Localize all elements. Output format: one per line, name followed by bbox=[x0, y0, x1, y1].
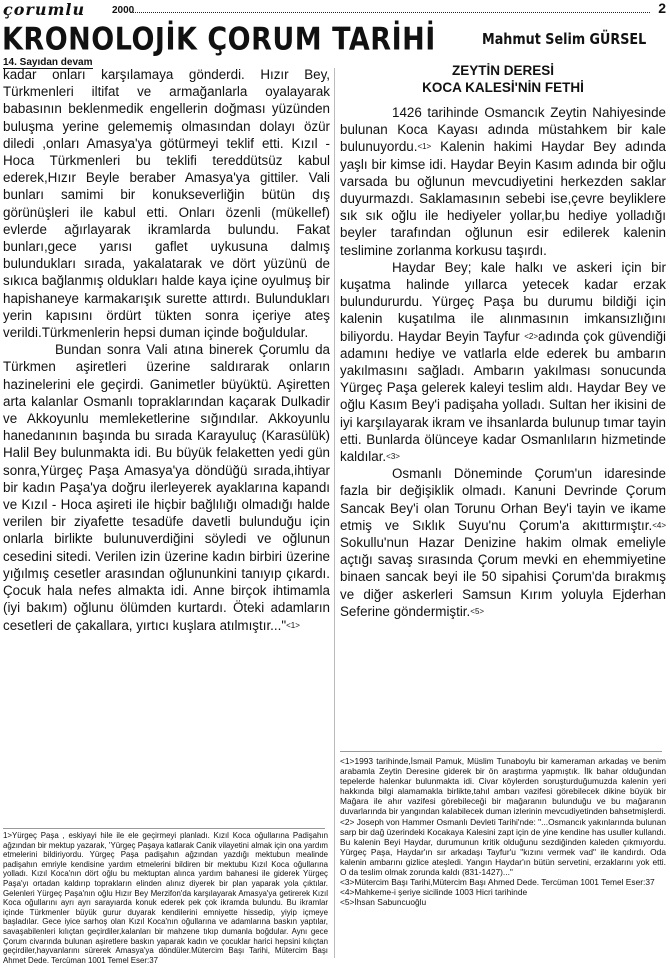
column-divider bbox=[334, 68, 335, 958]
right-column bbox=[340, 104, 666, 620]
footnote-ref: <2> bbox=[524, 331, 538, 341]
page-number: 2 bbox=[658, 0, 666, 16]
paragraph bbox=[340, 259, 666, 465]
footnote-ref: <1> bbox=[417, 142, 432, 152]
section-title-line: KOCA KALESİ'NİN FETHİ bbox=[422, 80, 584, 95]
paragraph-text: Sokullu'nun Hazar Denizine hakim olmak emeliyle açtığı savaş sırasında Çorum mevki en ehemmiyetine binaen sancak beyi ile 50 sipahisi Çorum'da bırakmış ve diğer askerleri Samsun Kırım yoluyla Ejderhan Seferine göndermiştir. bbox=[340, 535, 666, 619]
paragraph bbox=[340, 465, 666, 620]
paragraph-text: adında çok güvendiği adamını hediye ve vatlarla elde ederek bu ambarın yakılmasını sağladı. Ambarın yakılması sonucunda Yürgeç Paşa gelerek kaleyi teslim aldı. Haydar Bey ve oğlu Kasım Bey'i padişaha yolladı. Sultan her ikisini de iyi karşılayarak ikram ve ihsanlarda bulunup tımar tayin etti. Bunlarda ölünceye kadar Osmanlıların hizmetinde kaldılar. bbox=[340, 328, 666, 465]
footnote-ref: <4> bbox=[652, 520, 666, 530]
paragraph-text: Kalenin hakimi Haydar Bey adında yaşlı bir kimse idi. Haydar Beyin Kasım adında bir oğlu varsada bu oğlunun mevcudiyetini herkezden saklar duyurmazdı. Saklamasının sebebi ise,çevre beyliklere sık sık oğlu ile hediyeler yollar,bu hediye yolladığı beyler tarafından oğlunun esir edilerek kalenin teslimine zorlanma korkusu taşırdı. bbox=[340, 139, 666, 258]
paragraph bbox=[340, 104, 666, 259]
header-rule bbox=[130, 12, 650, 13]
footnote-block bbox=[3, 831, 328, 965]
footnote-rule bbox=[3, 828, 325, 829]
paragraph bbox=[3, 341, 330, 633]
footnote: 1>Yürgeç Paşa , eskiyayi hile ile ele geçirmeyi planladı. Kızıl Koca oğullarına Padişahın ağzından bir mektup yazarak, 'Yürgeç Paşaya katlarak Canik vilayetini almak için ona yardım etmelerini bildiriyordu. Yürgeç Paşa padişahın ağzından yazdığı mektubun mealinde padişahın emriyle kendisine yardım etmelerini bildiren bir mektubu Kızıl Koca oğullarına yolladı. Kızıl Koca'nın dört oğlu bu mektuptan alınca yardım bahanesi ile giderek Yürgeç Paşa'yı ortadan kaldırıp toprakların elinden alınız diyerek bir plan yaparak yola çıktılar. Gelenleri Yürgeç Paşa'nın oğlu Hızır Bey Merzifon'da karşılayarak Amasya'ya getirerek Kızıl Koca oğullarını ayrı ayrı sarayıarda konuk ederek pek çok ikramda bulundu. Bu ikramlar içinde Türkmenler büyük gurur duyarak kendilerini emniyette hissedip, yiyip içmeye başladılar. Gece iyice sarhoş olan Kızıl Koca'nın oğullarına ve adamlarına baskın yaptılar, savaşabilenleri kılıçtan geçirdiler,kalanları bir mahzene tıkıp dumanla boğdular. Aynı gece Çorum civarında bulunan aşiretlere baskın yaparak kadın ve çocuklar harici hepsini kılıçtan geçirdiler,hayvanlarını sürerek Amasya'ya döndüler.Mütercim Başı Tarihi, Mütercim Başı Ahmet Dede. Tercüman 1001 Temel Eser:37 bbox=[3, 831, 328, 965]
footnote-rule bbox=[340, 751, 662, 752]
footnote-block bbox=[340, 756, 666, 907]
section-title-line: ZEYTİN DERESİ bbox=[451, 63, 554, 78]
footnote-ref: <3> bbox=[386, 452, 400, 462]
footnote: <5>İhsan Sabuncuoğlu bbox=[340, 897, 427, 908]
header-year: 2000 bbox=[112, 5, 135, 16]
left-column bbox=[3, 66, 330, 634]
footnote: <3>Mütercim Başı Tarihi,Mütercim Başı Ahmed Dede. Tercüman 1001 Temel Eser:37 bbox=[340, 877, 655, 888]
footnote: <2> Joseph von Hammer Osmanlı Devleti Tarihi'nde: "...Osmancık yakınlarında bulunan sarp bir dağ üzerindeki Kocakaya Kalesini zapt için de yine kendine has usuller kullandı. Bu kalenin Beyi Haydar, durumunun kritik olduğunu sezdiğinden kaleden çıkmıyordu. Yürgeç Paşa, Haydar'ın sır arkadaşı Tayfur'u "kızını vermek vad" ile kandırdı. Oda kalenin ambarını gizlice ateşledi. Yangın Haydar'ın bütün servetini, erzaklarını yok etti. O da teslim olmak zorunda kaldı (831-1427)..." bbox=[340, 816, 666, 878]
footnote: <4>Mahkeme-i şeriye sicilinde 1003 Hicri tarihinde bbox=[340, 887, 528, 898]
footnote-ref: <5> bbox=[470, 606, 485, 616]
author-name: Mahmut Selim GÜRSEL bbox=[482, 30, 647, 48]
paragraph-text: 1426 tarihinde Osmancık Zeytin Nahiyesinde bulunan Koca Kayası adında müstahkem bir kale bulunuyordu. bbox=[340, 105, 666, 155]
paragraph-text: Haydar Bey; kale halkı ve askeri için bir kuşatma halinde yıllarca yetecek kadar erzak bulundururdu. Yürgeç Paşa bu durumu bildiği için kalenin kuşatılma ile alınmasının imkansızlığını biliyordu. Haydar Beyin Tayfur bbox=[340, 259, 666, 344]
magazine-logo: çorumlu bbox=[3, 0, 86, 19]
paragraph: kadar onları karşılamaya gönderdi. Hızır Bey, Türkmenleri iltifat ve armağanlarla oyalayarak babasının beklenmedik engellerin doğması yüzünden buluşma yerine gelememiş olmasından dolayı özür diledi ,onları Amasya'ya götürmeyi teklif etti. Kızıl - Hoca Türkmenleri bu teklifi tereddütsüz kabul ederek,Hızır Beyle beraber Amasya'ya gittiler. Vali bunları samimi bir konukseverliğin bütün dış görünüşleri ile kabul etti. Onları özenli (mükellef) evlerde ağırlayarak ikramlarda bulundu. Fakat bunları,gece yarısı gaflet uykusuna dalmış bulundukları sırada, yakalatarak ve dört yüzünü de sıkıca bağlanmış oldukları halde kaya içine oyulmuş bir hapishaneye karmakarışık surette attırdı. Bulundukları yerin kapısını ördürt tükten sonra içeriye ateş verildi.Türkmenlerin hepsi duman içinde boğuldular. bbox=[3, 67, 330, 341]
section-title bbox=[340, 62, 666, 96]
footnote: <1>1993 tarihinde,İsmail Pamuk, Müslim Tunaboylu bir kameraman arkadaş ve benim arabamla Zeytin Deresine giderek bir ön araştırma yapmıştık. İlk bahar olduğundan tepelerde halenkar bulunmakta idi. Civar köylerden soruşturduğumuzda kalenin yeri hakkında bilgi alamamakla birlikte,tahıl ambarı vazifesi görebilecek dikine büyük bir Mağara ile ahır vazifesi görebileceği bir mağaranın bulunduğu ve bu mağaranın duvarlarında bir yangından kalabilecek duman izlerinin mevcudiyetinden bahsetmişlerdi. bbox=[340, 756, 666, 817]
series-title: KRONOLOJİK ÇORUM TARİHİ bbox=[2, 22, 436, 58]
continued-note: 14. Sayıdan devam bbox=[3, 57, 93, 68]
paragraph-text: Bundan sonra Vali atına binerek Çorumlu da Türkmen aşiretleri üzerine saldırarak onların hazinelerini ele geçirdi. Ganimetler büyüktü. Aşiretten arta kalanlar Osmanlı topraklarından kaçarak Dulkadir ve Akkoyunlu memleketlerine sığındılar. Akkoyunlu hanedanının başında bu sırada Karayuluç (Karasülük) Halil Bey bulunmakta idi. Bu büyük felaketten yedi gün sonra,Yürgeç Paşa Amasya'ya döndüğü sırada,ihtiyar bir kadın Paşa'ya doğru ilerleyerek ayaklarına kapandı ve Kızıl - Hoca aşireti ile hiçbir bağlılığı olmadığı halde verilen bir ziyafette tesadüfe davetli bulunduğu için onlarla birlikte bulunuverdiğini söyledi ve oğlunun cesedini sitedi. Verilen izin üzerine kadın birbiri üzerine yığılmış cesetler arasından oğlununkini tanıyıp çıkardı. Çocuk hala nefes almakta idi. Anne birçok ihtimamla (iyi bakım) oğlunu ölümden kurtardı. Öteki adamların cesetleri de çakallara, yırtıcı kuşlara atılmıştır..." bbox=[3, 342, 330, 633]
paragraph-text: Osmanlı Döneminde Çorum'un idaresinde fazla bir değişiklik olmadı. Kanuni Devrinde Çorum Sancak Bey'i olan Torunu Orhan Bey'i tayin ve ikame etmiş ve Sıklık Suyu'nu Çorum'a akıttırmıştır. bbox=[340, 466, 666, 533]
footnote-ref: <1> bbox=[286, 620, 300, 630]
